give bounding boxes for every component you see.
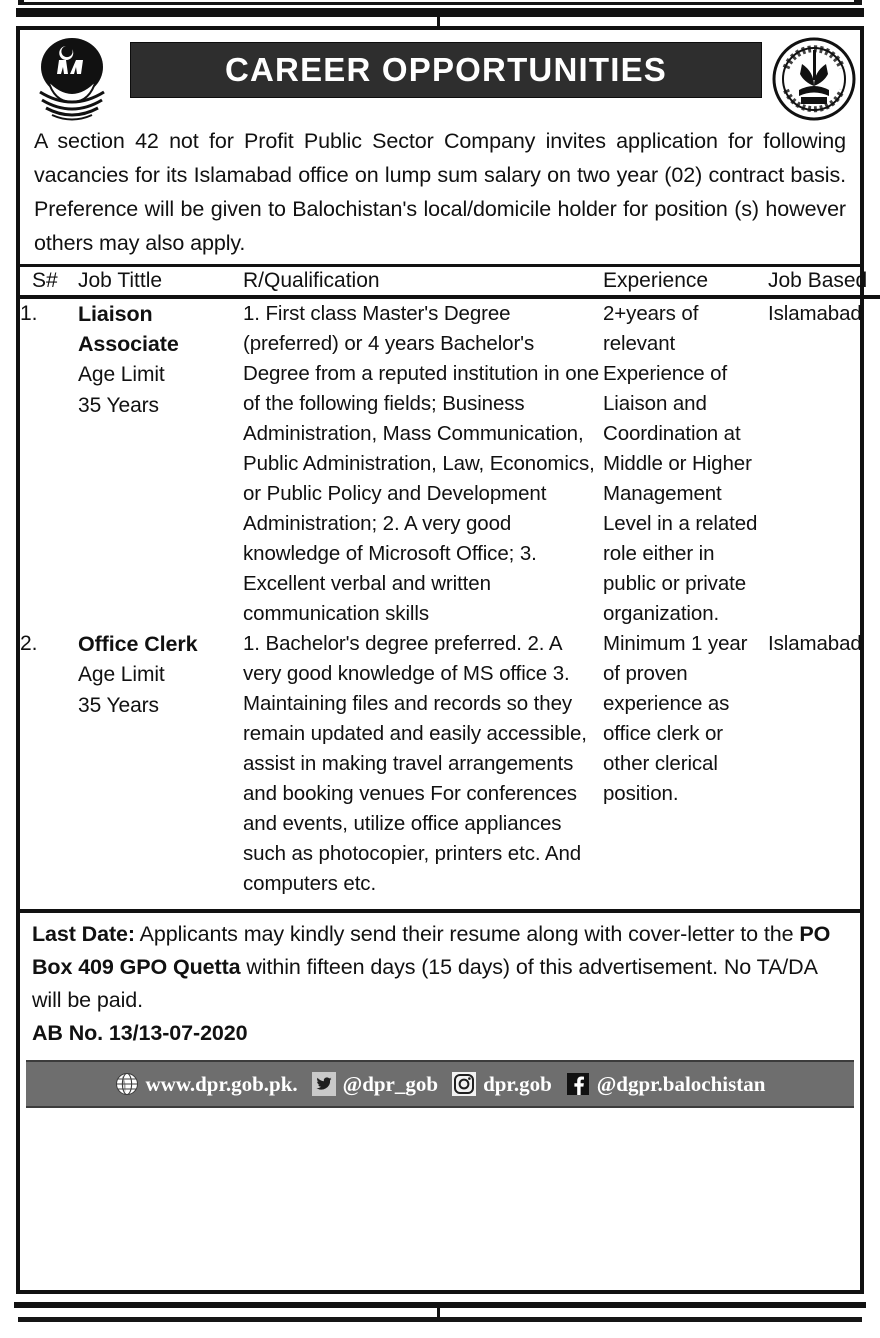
qualification-text: 1. Bachelor's degree preferred. 2. A very good knowledge of MS office 3. Maintaining files and records so they remain updated and easily accessible, assist in making travel arrangements and booking venues For conferences and events, utilize office appliances such as photocopier, printers etc. And computers etc. (243, 632, 587, 895)
social-item-twitter[interactable] (312, 1072, 438, 1097)
twitter-icon (312, 1072, 336, 1096)
po-box-address: PO Box 409 GPO Quetta (32, 922, 831, 979)
page-title: CAREER OPPORTUNITIES (224, 51, 668, 88)
advertisement-box (16, 26, 868, 1294)
row-qualification (243, 629, 603, 909)
column-header-experience: Experience (603, 269, 709, 292)
social-media-bar (26, 1060, 854, 1108)
table-header (20, 267, 880, 297)
bottom-thick-rule (14, 1302, 866, 1308)
twitter-handle: @dpr_gob (342, 1071, 439, 1096)
page-title-banner (130, 42, 762, 98)
instructions-part-1: Applicants may kindly send their resume along with cover-letter to the (134, 922, 800, 946)
organization-seal-emblem-icon (772, 34, 856, 124)
row-serial-number: 1. (20, 302, 38, 325)
job-name: Liaison Associate (78, 302, 179, 356)
row-job-title (78, 297, 243, 629)
row-experience (603, 629, 768, 909)
column-header-job-based: Job Based (768, 269, 868, 292)
globe-icon (115, 1072, 139, 1096)
balochistan-government-emblem-icon (26, 34, 118, 122)
instagram-icon (452, 1072, 476, 1096)
column-header-job-title: Job Tittle (78, 269, 163, 292)
job-name: Office Clerk (78, 632, 198, 656)
row-job-title (78, 629, 243, 909)
top-thick-rule (16, 8, 864, 17)
column-gutter-tick (437, 17, 440, 26)
table-row (20, 629, 880, 909)
facebook-icon (566, 1072, 590, 1096)
experience-text: Minimum 1 year of proven experience as office clerk or other clerical position. (603, 632, 748, 805)
instructions-part-2: within fifteen days (15 days) of this advertisement. No TA/DA will be paid. (32, 955, 817, 1012)
row-serial-number: 2. (20, 632, 38, 655)
age-limit-value: 35 Years (78, 394, 159, 417)
age-limit-label: Age Limit (78, 663, 165, 686)
row-experience (603, 297, 768, 629)
age-limit-value: 35 Years (78, 694, 159, 717)
adjacent-ad-bottom-border (0, 1300, 880, 1338)
last-date-paragraph (32, 918, 848, 1017)
job-listing-table (20, 267, 880, 909)
last-date-label: Last Date: (32, 922, 135, 946)
bottom-secondary-rule (18, 1317, 862, 1322)
row-qualification (243, 297, 603, 629)
top-inner-gap (24, 0, 854, 2)
experience-text: 2+years of relevant Experience of Liaison and Coordination at Middle or Higher Management Level in a related role either in public or private organization. (603, 302, 758, 625)
website-handle: www.dpr.gob.pk. (145, 1071, 298, 1096)
facebook-handle: @dgpr.balochistan (596, 1071, 766, 1096)
column-header-qualification: R/Qualification (243, 269, 380, 292)
advertisement-header (20, 30, 860, 124)
qualification-text: 1. First class Master's Degree (preferred) or 4 years Bachelor's Degree from a reputed institution in one of the following fields; Business Administration, Mass Communication, Public Administration, Law, Economics, or Public Policy and Development Administration; 2. A very good knowledge of Microsoft Office; 3. Excellent verbal and written communication skills (243, 302, 600, 625)
table-header-row (20, 267, 880, 297)
intro-paragraph: A section 42 not for Profit Public Sector Company invites application for following vacancies for its Islamabad office on lump sum salary on two year (02) contract basis. Preference will be given to Balochistan's local/domicile holder for position (s) however others may also apply. (34, 129, 846, 255)
adjacent-ad-top-border (0, 0, 880, 26)
row-job-based: Islamabad (768, 632, 862, 655)
social-item-facebook[interactable] (566, 1072, 766, 1097)
row-job-based: Islamabad (768, 302, 862, 325)
table-row (20, 297, 880, 629)
column-gutter-tick (437, 1308, 440, 1317)
column-header-sn: S# (32, 269, 58, 292)
intro-section (20, 124, 860, 267)
instagram-handle: dpr.gob (483, 1071, 552, 1096)
advertisement-reference-number: AB No. 13/13-07-2020 (32, 1021, 248, 1045)
application-instructions (20, 909, 860, 1054)
table-body (20, 297, 880, 909)
social-item-instagram[interactable] (452, 1072, 552, 1097)
social-item-website[interactable] (115, 1072, 298, 1097)
age-limit-label: Age Limit (78, 363, 165, 386)
